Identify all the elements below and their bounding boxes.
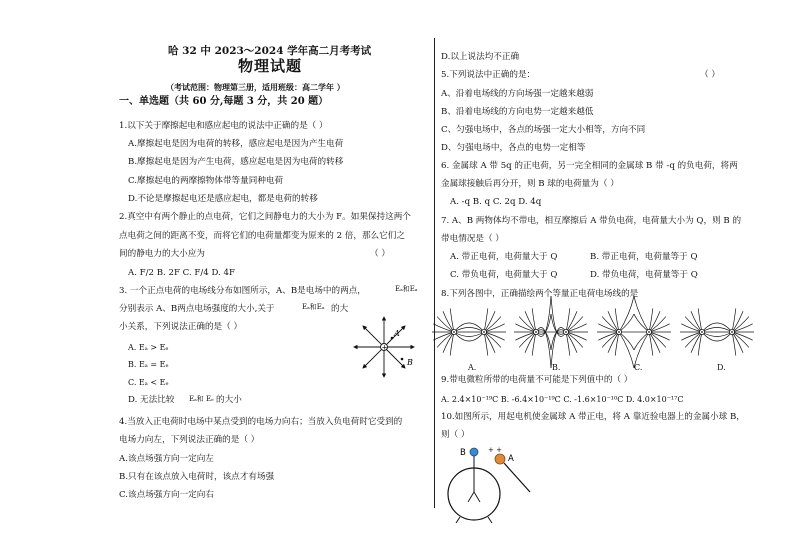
q4-option-c: C.该点场强方向一定向右 <box>119 490 214 500</box>
q8-label-c: C. <box>634 363 643 372</box>
q2-answer-bracket: （ ） <box>370 249 390 259</box>
page-title: 物理试题 <box>238 57 303 75</box>
q4-option-a: A.该点场强方向一定向左 <box>119 454 214 464</box>
q2-line2: 点电荷之间的距离不变，而将它们的电荷量都变为原来的 2 倍，那么它们之 <box>119 231 405 241</box>
q3-option-d-symbol: Eₐ和 Eₑ <box>189 395 214 403</box>
q3-label-b: B <box>407 358 413 367</box>
q2-line3: 间的静电力的大小应为 <box>119 249 205 259</box>
q5-option-b: B、沿着电场线的方向电势一定越来越低 <box>441 107 594 117</box>
q2-options: A. F/2 B. 2F C. F/4 D. 4F <box>128 268 235 278</box>
q10-electroscope-figure <box>446 442 536 524</box>
q1-option-a: A.摩擦起电是因为电荷的转移，感应起电是因为产生电荷 <box>128 139 344 149</box>
q5-option-d: D、匀强电场中，各点的电势一定相等 <box>441 143 586 153</box>
q8-label-a: A. <box>468 363 477 372</box>
q5-answer-bracket: （ ） <box>700 70 720 80</box>
q8-figures <box>439 306 769 368</box>
q6-line1: 6. 金属球 A 带 5q 的正电荷，另一完全相同的金属球 B 带 -q 的负电荷，将两 <box>441 161 738 171</box>
q3-option-b: B. Eₐ = Eₑ <box>128 360 169 369</box>
q3-option-d-post: 的大小 <box>216 395 242 405</box>
q3-line2-symbol: Eₐ和Eₐ <box>302 303 325 311</box>
q7-option-a: A. 带正电荷，电荷量大于 Q <box>450 252 558 262</box>
q7-line2: 带电情况是（ ） <box>441 234 504 244</box>
sphere-b-icon <box>470 448 478 456</box>
q3-line2b: 的大 <box>331 304 349 314</box>
q2-line1: 2.真空中有两个静止的点电荷，它们之间静电力的大小为 F。如果保持这两个 <box>119 212 411 222</box>
sphere-a-icon <box>495 454 505 464</box>
svg-text:+: + <box>381 343 388 352</box>
q3-option-d-pre: D. 无法比较 <box>128 395 175 405</box>
q3-label-a: A <box>394 329 400 338</box>
q10-plus-signs: + + <box>488 446 502 454</box>
q1-option-d: D.不论是摩擦起电还是感应起电，都是电荷的转移 <box>128 194 318 204</box>
column-divider <box>434 38 435 508</box>
q7-line1: 7. A、B 两物体均不带电，相互摩擦后 A 带负电荷，电荷量大小为 Q，则 B 的 <box>441 216 742 226</box>
q4-line1: 4.当放入正电荷时电场中某点受到的电场力向右；当放入负电荷时它受到的 <box>119 417 403 427</box>
q1-option-c: C.摩擦起电的两摩擦物体带等量同种电荷 <box>128 176 284 186</box>
q5-option-a: A、沿着电场线的方向场强一定越来越弱 <box>441 89 594 99</box>
q5-stem: 5.下列说法中正确的是： <box>441 70 536 80</box>
section-heading: 一、单选题（共 60 分,每题 3 分，共 20 题） <box>119 96 329 107</box>
q6-line2: 金属球接触后再分开，则 B 球的电荷量为（ ） <box>441 179 619 189</box>
q6-options: A. -q B. q C. 2q D. 4q <box>450 197 542 207</box>
q8-stem: 8.下列各图中，正确描绘两个等量正电荷电场线的是 <box>441 289 639 299</box>
q8-label-d: D. <box>717 363 726 372</box>
q3-line1-symbol: Eₐ和Eₐ <box>395 285 418 293</box>
q3-line2a: 分别表示 A、B两点电场强度的大小,关于 <box>119 304 275 314</box>
exam-scope: （考试范围：物理第三册，适用班级：高二学年 ） <box>166 82 345 92</box>
q5-option-c: C、匀强电场中，各点的场强一定大小相等，方向不同 <box>441 125 646 135</box>
q4-option-b: B.只有在该点放入电荷时，该点才有场强 <box>119 472 275 482</box>
q10-label-b: B <box>460 448 466 458</box>
q9-options: A. 2.4×10⁻¹⁹C B. -6.4×10⁻¹⁹C C. -1.6×10⁻¹⁰C D. 4.0×10⁻¹⁷C <box>441 395 684 404</box>
q3-field-figure <box>352 315 416 379</box>
q10-line2: 则（ ） <box>441 430 470 440</box>
q9-stem: 9.带电微粒所带的电荷量不可能是下列值中的（ ） <box>441 375 633 385</box>
q7-option-c: C. 带负电荷，电荷量大于 Q <box>450 270 558 280</box>
q8-figure-c <box>597 296 671 368</box>
q8-label-b: B. <box>552 363 561 372</box>
q8-figure-b <box>514 296 588 368</box>
q3-option-a: A. Eₐ > Eₑ <box>128 343 169 352</box>
q7-option-d: D. 带负电荷，电荷量等于 Q <box>590 270 698 280</box>
q10-line1: 10.如图所示，用起电机使金属球 A 带正电，将 A 靠近验电器上的金属小球 B， <box>441 412 745 422</box>
q4-option-d: D.以上说法均不正确 <box>441 52 520 62</box>
q1-option-b: B.摩擦起电是因为产生电荷，感应起电是因为电荷的转移 <box>128 157 344 167</box>
q8-figure-d <box>680 308 754 355</box>
q1-stem: 1.以下关于摩擦起电和感应起电的说法中正确的是（ ） <box>119 121 328 131</box>
q3-line1: 3. 一个正点电荷的电场线分布如图所示，A、B是电场中的两点， <box>119 286 366 296</box>
q3-option-c: C. Eₐ < Eₑ <box>128 378 169 387</box>
q3-line3: 小关系，下列说法正确的是（ ） <box>119 322 243 332</box>
q10-label-a: A <box>508 454 514 464</box>
q4-line2: 电场力向左，下列说法正确的是（ ） <box>119 435 260 445</box>
exam-header: 哈 32 中 2023～2024 学年高二月考考试 <box>168 45 372 57</box>
q7-option-b: B. 带正电荷，电荷量等于 Q <box>590 252 698 262</box>
q8-figure-a <box>432 308 506 355</box>
